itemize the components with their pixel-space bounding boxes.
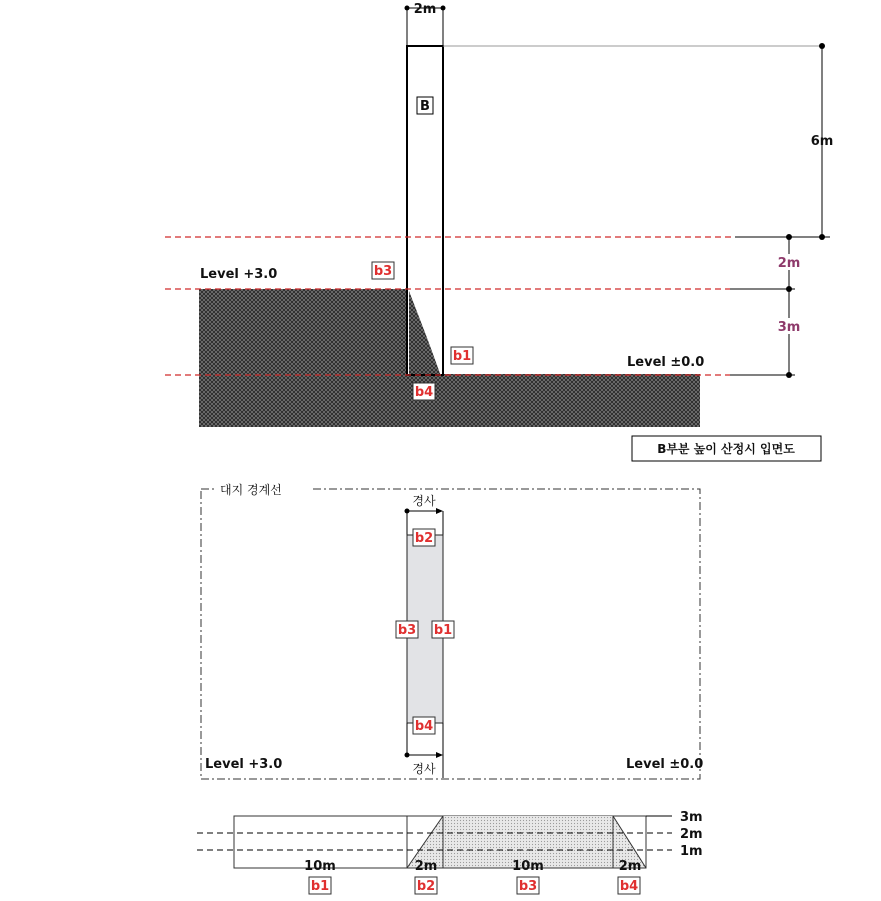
section-3m-label: 3m	[680, 810, 703, 825]
section-view	[197, 810, 703, 894]
level-zero-label: Level ±0.0	[627, 355, 705, 370]
plan-view	[201, 480, 703, 779]
seg-b1-length: 10m	[304, 859, 336, 874]
tag-b3: b3	[373, 264, 393, 279]
elevation-caption: B부분 높이 산정시 입면도	[657, 442, 795, 456]
dim-3m-label: 3m	[777, 320, 801, 335]
arrow-head	[436, 752, 443, 758]
seg-b3-length: 10m	[512, 859, 544, 874]
plan-level-left: Level +3.0	[205, 757, 283, 772]
tag-b1: b1	[452, 349, 472, 364]
arrow-origin	[405, 753, 410, 758]
ground-mass	[199, 289, 700, 427]
section-tag-b1: b1	[310, 879, 330, 894]
building-tag: B	[420, 99, 430, 114]
tag-b4: b4	[414, 385, 434, 400]
elevation-view	[165, 2, 833, 461]
slope-label-bottom: 경사	[412, 762, 436, 776]
dim-dot	[786, 234, 792, 240]
height-dim-label: 6m	[810, 134, 834, 149]
section-1m-label: 1m	[680, 844, 703, 859]
slope-label-top: 경사	[412, 494, 436, 508]
arrow-head	[436, 508, 443, 514]
dim-2m-label: 2m	[777, 256, 801, 271]
plan-tag-b2: b2	[414, 531, 434, 546]
dim-dot	[786, 372, 792, 378]
plan-tag-b4: b4	[414, 719, 434, 734]
seg-b2-length: 2m	[414, 859, 438, 874]
level-high-label: Level +3.0	[200, 267, 278, 282]
plan-tag-b1: b1	[433, 623, 453, 638]
seg-b4-length: 2m	[618, 859, 642, 874]
boundary-label: 대지 경계선	[220, 483, 282, 497]
section-tag-b3: b3	[518, 879, 538, 894]
dim-dot	[786, 286, 792, 292]
plan-tag-b3: b3	[397, 623, 417, 638]
width-dim-label: 2m	[413, 2, 437, 17]
plan-level-right: Level ±0.0	[626, 757, 704, 772]
section-tag-b2: b2	[416, 879, 436, 894]
section-2m-label: 2m	[680, 827, 703, 842]
section-tag-b4: b4	[619, 879, 639, 894]
